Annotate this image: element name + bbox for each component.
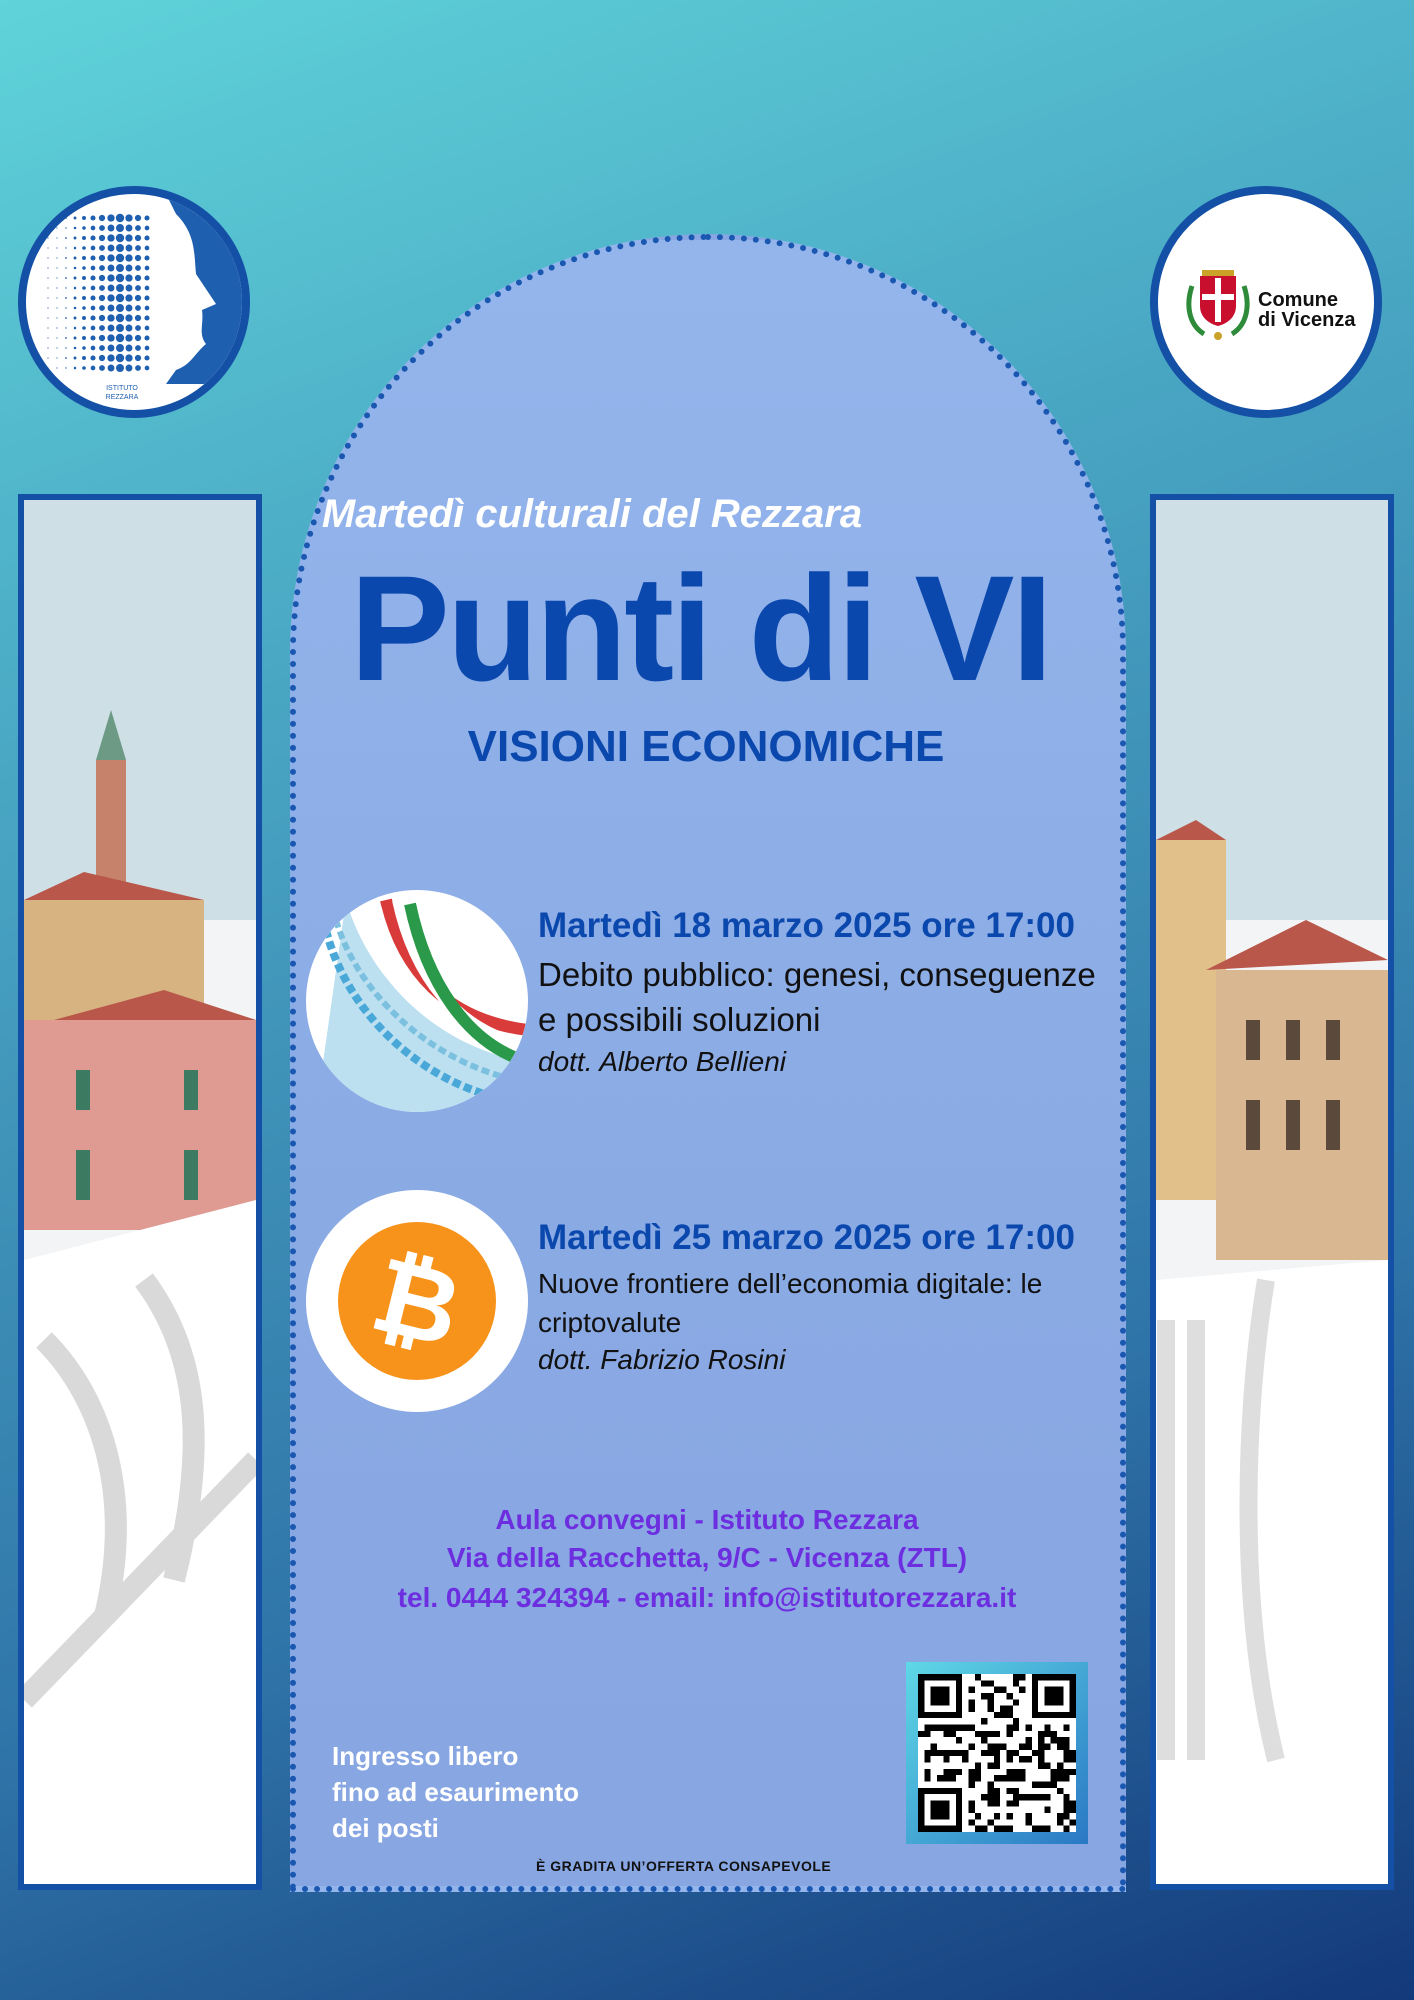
entry-line-1: Ingresso libero (332, 1741, 519, 1771)
comune-text: Comune (1258, 289, 1338, 311)
italian-flag-wave-icon (306, 890, 528, 1112)
event-2-topic: Nuove frontiere dell’economia digitale: le criptovalute (538, 1268, 1043, 1338)
bitcoin-glyph: ₿ (360, 1232, 473, 1372)
qr-code[interactable] (906, 1662, 1088, 1844)
event-1-date: Martedì 18 marzo 2025 ore 17:00 (538, 906, 1075, 945)
entry-note (332, 1738, 579, 1846)
istituto-rezzara-logo (18, 186, 250, 418)
entry-line-3: dei posti (332, 1813, 439, 1843)
entry-line-2: fino ad esaurimento (332, 1777, 580, 1807)
venue-address: Via della Racchetta, 9/C - Vicenza (ZTL) (446, 1542, 968, 1573)
event-2-speaker: dott. Fabrizio Rosini (538, 1344, 786, 1375)
event-1-topic: Debito pubblico: genesi, conseguenze e possibili soluzioni (538, 956, 1096, 1038)
rezzara-logo-text-2: REZZARA (105, 394, 139, 401)
page-title: Punti di VI (349, 544, 1051, 712)
venue-contacts: tel. 0444 324394 - email: info@istitutorezzara.it (397, 1582, 1017, 1613)
event-2-image (306, 1190, 528, 1412)
vicenza-coat-of-arms-icon (1189, 270, 1247, 340)
series-tagline: VISIONI ECONOMICHE (467, 722, 945, 771)
event-1-speaker: dott. Alberto Bellieni (538, 1046, 786, 1077)
comune-vicenza-logo (1150, 186, 1382, 418)
bitcoin-icon (306, 1190, 528, 1412)
rezzara-logo-text-1: ISTITUTO (106, 385, 138, 392)
face-profile-dots-icon (26, 194, 242, 410)
event-2-date: Martedì 25 marzo 2025 ore 17:00 (538, 1218, 1075, 1257)
offer-note: È GRADITA UN’OFFERTA CONSAPEVOLE (536, 1858, 832, 1874)
event-1-image (306, 890, 528, 1112)
venue-name: Aula convegni - Istituto Rezzara (495, 1504, 919, 1535)
di-vicenza-text: di Vicenza (1258, 309, 1356, 331)
qr-code-icon (918, 1674, 1076, 1832)
series-subtitle: Martedì culturali del Rezzara (321, 492, 863, 536)
